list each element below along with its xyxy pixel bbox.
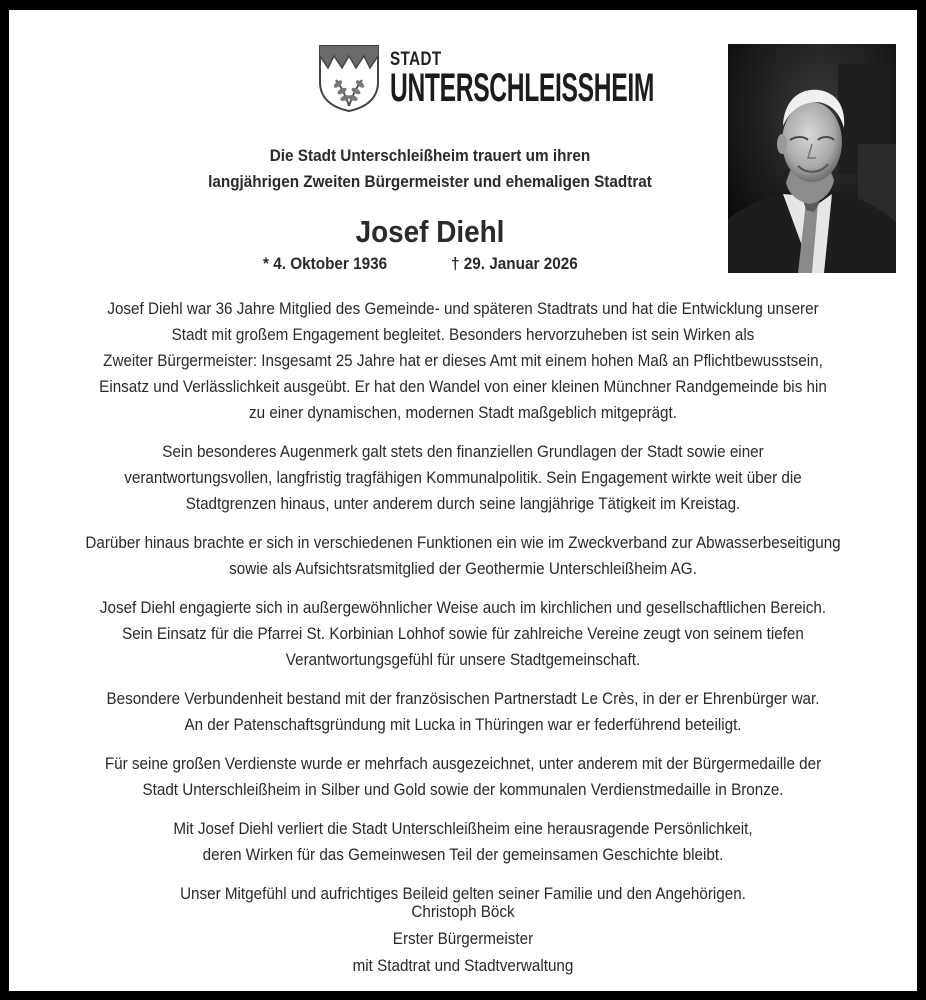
- paragraph-line: deren Wirken für das Gemeinwesen Teil der gemeinsamen Geschichte bleibt.: [202, 845, 724, 864]
- paragraph-line: Sein besonderes Augenmerk galt stets den finanziellen Grundlagen der Stadt sowie einer: [162, 442, 764, 461]
- paragraph-5: [20, 686, 906, 738]
- paragraph-6: [20, 751, 906, 803]
- paragraph-line: Stadt Unterschleißheim in Silber und Gold sowie der kommunalen Verdienstmedaille in Bronze.: [142, 780, 784, 799]
- paragraph-1: [20, 296, 906, 426]
- paragraph-line: verantwortungsvollen, langfristig tragfähigen Kommunalpolitik. Sein Engagement wirkte weit über die: [124, 468, 802, 487]
- paragraph-line: Für seine großen Verdienste wurde er mehrfach ausgezeichnet, unter anderem mit der Bürgermedaille der: [104, 754, 822, 773]
- paragraph-line: sowie als Aufsichtsratsmitglied der Geothermie Unterschleißheim AG.: [229, 559, 697, 578]
- paragraph-line: Darüber hinaus brachte er sich in verschiedenen Funktionen ein wie im Zweckverband zur Abwasserbeseitigung: [85, 533, 841, 552]
- headline-line-1: Die Stadt Unterschleißheim trauert um ihren: [269, 146, 591, 165]
- paragraph-3: [20, 530, 906, 582]
- paragraph-line: Mit Josef Diehl verliert die Stadt Unterschleißheim eine herausragende Persönlichkeit,: [173, 819, 753, 838]
- logo-city-name: UNTERSCHLEISSHEIM: [390, 66, 655, 110]
- logo-stadt-text: STADT: [390, 49, 442, 70]
- paragraph-7: [20, 816, 906, 868]
- city-logo: [318, 44, 655, 112]
- paragraph-line: Stadtgrenzen hinaus, unter anderem durch seine langjährige Tätigkeit im Kreistag.: [185, 494, 741, 513]
- paragraph-line: Zweiter Bürgermeister: Insgesamt 25 Jahre hat er dieses Amt mit einem hohen Maß an Pflichtbewusstsein,: [103, 351, 823, 370]
- signatory-title: Erster Bürgermeister: [392, 929, 534, 948]
- birth-date: * 4. Oktober 1936: [263, 254, 388, 273]
- paragraph-line: Einsatz und Verlässlichkeit ausgeübt. Er hat den Wandel von einer kleinen Münchner Randgemeinde bis hin: [99, 377, 827, 396]
- portrait-illustration: [728, 44, 896, 273]
- paragraph-line: Sein Einsatz für die Pfarrei St. Korbinian Lohhof sowie für zahlreiche Vereine zeugt von seinem tiefen: [122, 624, 804, 643]
- signatory-affiliation: mit Stadtrat und Stadtverwaltung: [352, 956, 574, 975]
- city-crest-icon: [318, 44, 380, 112]
- paragraph-line: Besondere Verbundenheit bestand mit der französischen Partnerstadt Le Crès, in der er Ehrenbürger war.: [106, 689, 820, 708]
- paragraph-line: Verantwortungsgefühl für unsere Stadtgemeinschaft.: [285, 650, 641, 669]
- paragraph-2: [20, 439, 906, 517]
- signatory-name: Christoph Böck: [411, 902, 515, 921]
- paragraph-line: Josef Diehl engagierte sich in außergewöhnlicher Weise auch im kirchlichen und gesellschaftlichen Bereich.: [99, 598, 827, 617]
- obituary-body: [20, 296, 906, 920]
- portrait-photo: [728, 44, 896, 273]
- headline-line-2: langjährigen Zweiten Bürgermeister und ehemaligen Stadtrat: [208, 172, 652, 191]
- deceased-name: Josef Diehl: [355, 214, 505, 249]
- signature-block: [20, 898, 906, 979]
- paragraph-line: An der Patenschaftsgründung mit Lucka in Thüringen war er federführend beteiligt.: [184, 715, 742, 734]
- paragraph-line: Josef Diehl war 36 Jahre Mitglied des Gemeinde- und späteren Stadtrats und hat die Entwicklung unserer: [107, 299, 819, 318]
- paragraph-4: [20, 595, 906, 673]
- death-date: † 29. Januar 2026: [451, 254, 578, 273]
- paragraph-line: Unser Mitgefühl und aufrichtiges Beileid gelten seiner Familie und den Angehörigen.: [180, 884, 746, 903]
- paragraph-line: Stadt mit großem Engagement begleitet. Besonders hervorzuheben ist sein Wirken als: [171, 325, 755, 344]
- paragraph-line: zu einer dynamischen, modernen Stadt maßgeblich mitgeprägt.: [249, 403, 677, 422]
